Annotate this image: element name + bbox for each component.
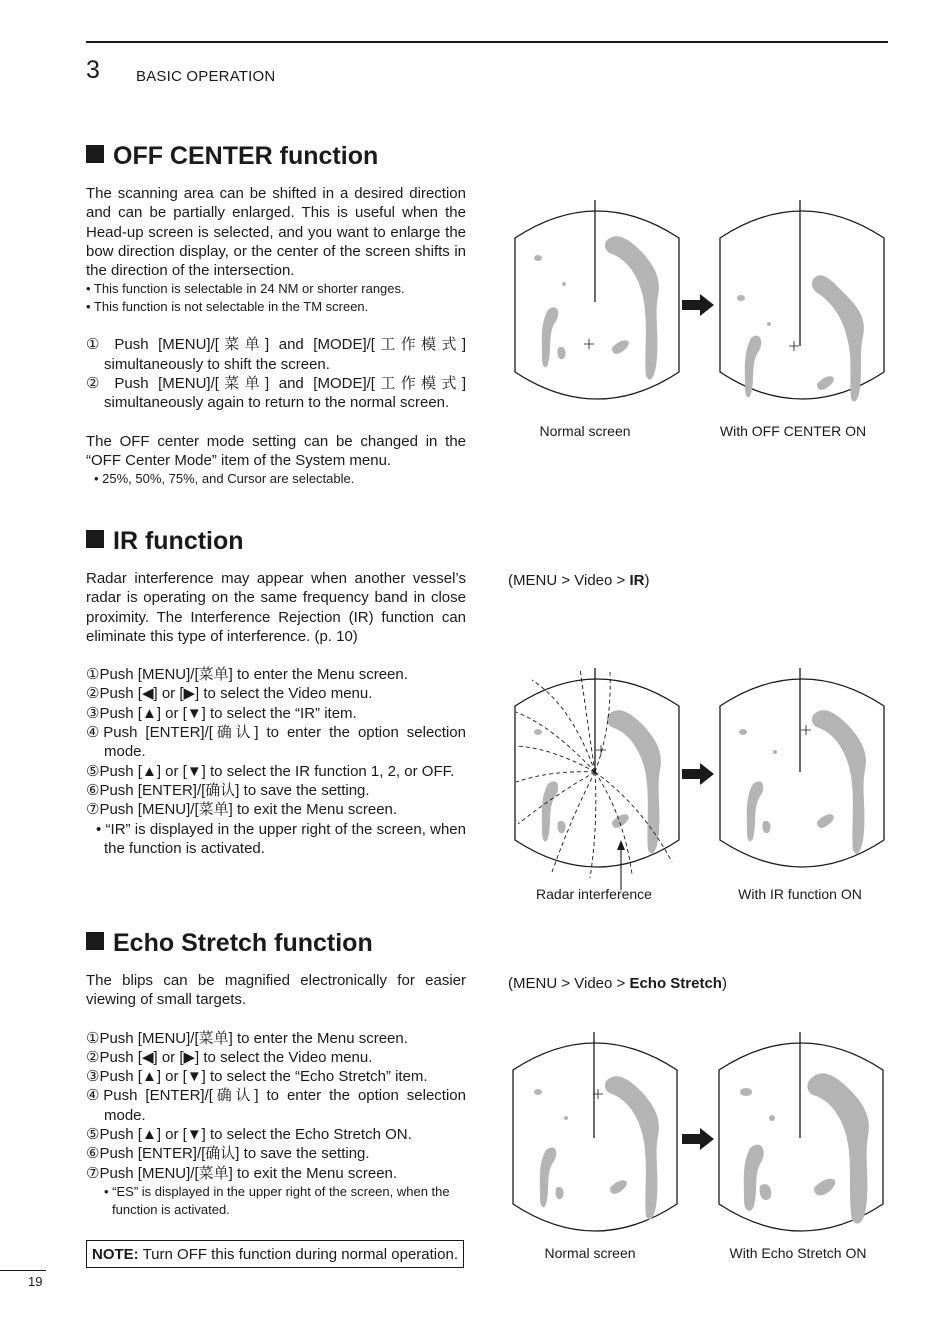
echo-step-2: ②Push [◀] or [▶] to select the Video menu.: [86, 1048, 373, 1066]
caption-off-center-on: With OFF CENTER ON: [719, 423, 867, 439]
ir-step-5: ⑤Push [▲] or [▼] to select the IR function 1, 2, or OFF.: [86, 762, 455, 780]
ir-bullet: • “IR” is displayed in the upper right of the screen, when the function is activated.: [96, 820, 466, 857]
echo-step-7: ⑦Push [MENU]/[菜单] to exit the Menu screen.: [86, 1164, 398, 1182]
radar-screen-echo-stretch-on: [716, 1030, 886, 1244]
radar-screen-off-center: [717, 198, 887, 412]
echo-step-6: ⑥Push [ENTER]/[确认] to save the setting.: [86, 1145, 370, 1163]
ir-body: [86, 569, 466, 858]
page-number-rule: [0, 1270, 46, 1271]
off-center-bullet-1: • This function is selectable in 24 NM or shorter ranges.: [86, 281, 405, 297]
note-box: [86, 1240, 464, 1268]
arrow-right-icon: [682, 294, 714, 316]
heading-square-icon: [86, 145, 104, 163]
note-text: Turn OFF this function during normal operation.: [138, 1246, 458, 1263]
arrow-right-icon: [682, 763, 714, 785]
echo-step-3: ③Push [▲] or [▼] to select the “Echo Stretch” item.: [86, 1068, 428, 1086]
ir-menu-path: (MENU > Video > IR): [508, 572, 650, 589]
header-rule: [86, 41, 888, 43]
ir-step-3: ③Push [▲] or [▼] to select the “IR” item.: [86, 704, 357, 722]
off-center-mode-text: The OFF center mode setting can be changed in the “OFF Center Mode” item of the System menu.: [86, 432, 466, 469]
chapter-title: BASIC OPERATION: [136, 68, 276, 85]
echo-menu-path: (MENU > Video > Echo Stretch): [508, 975, 727, 992]
off-center-mode-bullet: • 25%, 50%, 75%, and Cursor are selectable.: [94, 471, 355, 487]
heading-square-icon: [86, 932, 104, 950]
heading-square-icon: [86, 530, 104, 548]
caption-echo-stretch-on: With Echo Stretch ON: [729, 1245, 867, 1261]
ir-step-4: ④Push [ENTER]/[确认] to enter the option selection mode.: [86, 724, 466, 761]
echo-step-1: ①Push [MENU]/[菜单] to enter the Menu screen.: [86, 1029, 408, 1047]
arrow-right-icon: [682, 1128, 714, 1150]
echo-bullet: • “ES” is displayed in the upper right of the screen, when the function is activated.: [104, 1183, 450, 1217]
chapter-number: 3: [86, 56, 100, 84]
echo-step-4: ④Push [ENTER]/[确认] to enter the option selection mode.: [86, 1087, 466, 1124]
radar-screen-echo-normal: [510, 1030, 680, 1244]
radar-screen-interference: [512, 666, 682, 880]
off-center-step-1: ① Push [MENU]/[菜单] and [MODE]/[工作模式] simultaneously to shift the screen.: [86, 336, 466, 373]
off-center-bullet-2: • This function is not selectable in the TM screen.: [86, 299, 369, 315]
off-center-intro: The scanning area can be shifted in a desired direction and can be partially enlarged. This is useful when the Head-up screen is selected, and you want to enlarge the bow direction display, or the center of the screen shifts in the direction of the intersection.: [86, 185, 466, 280]
note-label: NOTE:: [92, 1246, 139, 1263]
off-center-body: [86, 184, 466, 488]
ir-step-2: ②Push [◀] or [▶] to select the Video menu.: [86, 685, 373, 703]
echo-body: [86, 971, 466, 1219]
section-heading-off-center: OFF CENTER function: [86, 142, 378, 171]
echo-step-5: ⑤Push [▲] or [▼] to select the Echo Stretch ON.: [86, 1126, 412, 1144]
section-heading-echo-stretch: Echo Stretch function: [86, 929, 373, 958]
page-number: 19: [28, 1274, 43, 1289]
ir-intro: Radar interference may appear when another vessel’s radar is operating on the same frequency band in close proximity. The Interference Rejection (IR) function can eliminate this type of interference. (p. 10): [86, 570, 466, 645]
caption-echo-normal-screen: Normal screen: [544, 1245, 636, 1261]
off-center-step-2: ② Push [MENU]/[菜单] and [MODE]/[工作模式] simultaneously again to return to the normal screen.: [86, 375, 466, 412]
section-heading-ir: IR function: [86, 527, 244, 556]
caption-ir-on: With IR function ON: [738, 886, 862, 902]
echo-intro: The blips can be magnified electronically for easier viewing of small targets.: [86, 972, 466, 1009]
caption-radar-interference: Radar interference: [536, 886, 652, 902]
ir-step-7: ⑦Push [MENU]/[菜单] to exit the Menu screen.: [86, 801, 398, 819]
ir-step-1: ①Push [MENU]/[菜单] to enter the Menu screen.: [86, 666, 408, 684]
ir-step-6: ⑥Push [ENTER]/[确认] to save the setting.: [86, 781, 370, 799]
caption-normal-screen: Normal screen: [539, 423, 631, 439]
radar-screen-ir-on: [717, 666, 887, 880]
radar-screen-normal: [512, 198, 682, 412]
